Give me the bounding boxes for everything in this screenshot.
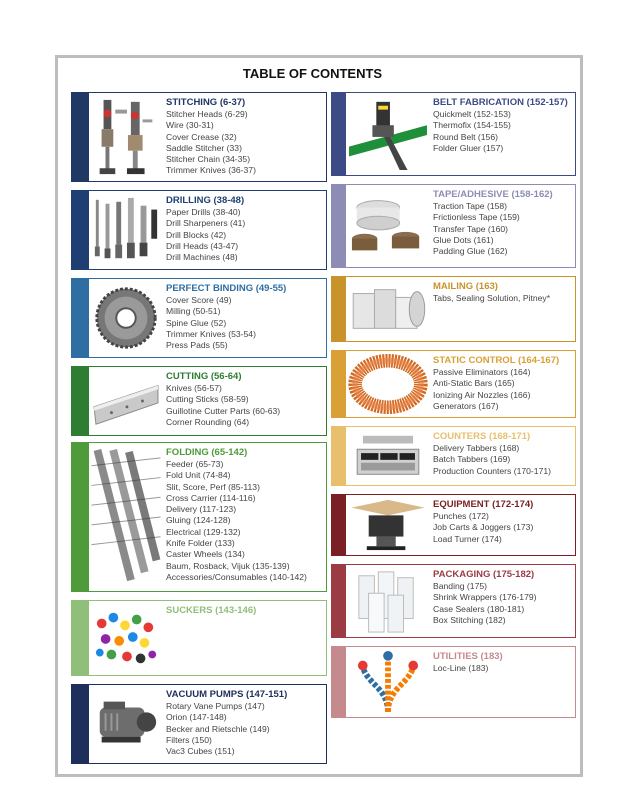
list-item: Feeder (65-73) [166,459,224,469]
list-item: Paper Drills (38-40) [166,207,241,217]
list-item: Drill Heads (43-47) [166,240,239,251]
list-item: Cover Score (49) [166,295,232,305]
section-equipment[interactable] [331,494,576,556]
list-item: Delivery (117-123) [166,504,237,515]
list-item: Knife Folder (133) [166,538,235,549]
list-item: Electrical (129-132) [166,526,241,537]
section-accent-bar [72,367,89,435]
list-item: Orion (147-148) [166,712,227,723]
list-item: Stitcher Heads (6-29) [166,109,248,119]
section-folding[interactable] [71,442,327,592]
list-item: Loc-Line (183) [433,663,489,673]
tape-rolls-image [348,188,428,264]
section-accent-bar [72,279,89,357]
list-item: Trimmer Knives (36-37) [166,165,256,176]
list-item: Thermofix (154-155) [433,120,511,131]
list-item: Shrink Wrappers (176-179) [433,592,537,603]
section-accent-bar [72,443,89,591]
list-item: Delivery Tabbers (168) [433,443,520,453]
section-accent-bar [332,277,346,341]
folding-rollers-image [91,446,161,588]
section-stitching[interactable] [71,92,327,182]
list-item: Padding Glue (162) [433,246,508,257]
section-heading: STATIC CONTROL (164-167) [433,355,560,366]
list-item: Round Belt (156) [433,131,498,142]
list-item: Production Counters (170-171) [433,465,551,476]
cutter-knife-image [91,370,161,432]
list-item: Slit, Score, Perf (85-113) [166,481,260,492]
section-heading: PACKAGING (175-182) [433,569,535,580]
section-heading: SUCKERS (143-146) [166,605,257,616]
list-item: Case Sealers (180-181) [433,603,525,614]
section-accent-bar [332,647,346,717]
list-item: Vac3 Cubes (151) [166,746,235,757]
list-item: Passive Eliminators (164) [433,367,531,377]
milling-cutter-image [91,282,161,354]
section-drilling[interactable] [71,190,327,270]
list-item: Cover Crease (32) [166,131,237,142]
section-counters[interactable] [331,426,576,486]
section-heading: VACUUM PUMPS (147-151) [166,689,288,700]
list-item: Box Stitching (182) [433,614,506,625]
section-accent-bar [72,93,89,181]
list-item: Frictionless Tape (159) [433,212,520,223]
list-item: Caster Wheels (134) [166,549,245,560]
list-item: Cross Carrier (114-116) [166,492,256,503]
section-accent-bar [72,191,89,269]
list-item: Knives (56-57) [166,383,222,393]
list-item: Quickmelt (152-153) [433,109,511,119]
section-heading: DRILLING (38-48) [166,195,245,206]
belt-tool-image [348,96,428,172]
loc-line-hose-image [348,650,428,714]
section-packaging[interactable] [331,564,576,638]
section-heading: EQUIPMENT (172-174) [433,499,534,510]
section-accent-bar [332,185,346,267]
list-item: Traction Tape (158) [433,201,508,211]
list-item: Press Pads (55) [166,340,228,351]
list-item: Accessories/Consumables (140-142) [166,571,307,582]
list-item: Rotary Vane Pumps (147) [166,701,265,711]
section-accent-bar [72,601,89,675]
suckers-image [91,604,161,672]
list-item: Ionizing Air Nozzles (166) [433,389,531,400]
list-item: Drill Sharpeners (41) [166,218,246,229]
section-mailing[interactable] [331,276,576,342]
counting-scale-image [348,430,428,482]
section-static-control[interactable] [331,350,576,418]
section-vacuum-pumps[interactable] [71,684,327,764]
section-heading: COUNTERS (168-171) [433,431,531,442]
list-item: Banding (175) [433,581,487,591]
list-item: Corner Rounding (64) [166,416,250,427]
section-heading: CUTTING (56-64) [166,371,242,382]
list-item: Fold Unit (74-84) [166,470,231,481]
list-item: Drill Machines (48) [166,252,238,263]
section-suckers[interactable] [71,600,327,676]
section-heading: FOLDING (65-142) [166,447,248,458]
section-heading: TAPE/ADHESIVE (158-162) [433,189,553,200]
list-item: Guillotine Cutter Parts (60-63) [166,405,281,416]
section-perfect-binding[interactable] [71,278,327,358]
paper-drills-image [91,194,161,266]
section-accent-bar [332,93,346,175]
static-coil-image [348,354,428,414]
list-item: Tabs, Sealing Solution, Pitney* [433,293,551,303]
job-jogger-image [348,498,428,552]
toc-title: TABLE OF CONTENTS [242,66,383,81]
section-heading: PERFECT BINDING (49-55) [166,283,287,294]
mailing-tabs-image [348,280,428,338]
section-belt-fabrication[interactable] [331,92,576,176]
list-item: Saddle Stitcher (33) [166,142,242,153]
section-accent-bar [332,495,346,555]
list-item: Batch Tabbers (169) [433,454,511,465]
section-accent-bar [332,565,346,637]
list-item: Spine Glue (52) [166,317,227,328]
list-item: Drill Blocks (42) [166,229,227,240]
section-accent-bar [72,685,89,763]
section-heading: STITCHING (6-37) [166,97,246,108]
section-accent-bar [332,427,346,485]
list-item: Load Turner (174) [433,533,502,544]
list-item: Wire (30-31) [166,120,214,131]
stitcher-head-image [91,96,161,178]
list-item: Filters (150) [166,734,212,745]
section-cutting[interactable] [71,366,327,436]
list-item: Becker and Rietschle (149) [166,723,270,734]
list-item: Cutting Sticks (58-59) [166,394,249,405]
vacuum-pump-image [91,688,161,760]
list-item: Job Carts & Joggers (173) [433,522,534,533]
list-item: Baum, Rosback, Vijuk (135-139) [166,560,290,571]
shrink-wrap-rolls-image [348,568,428,634]
list-item: Milling (50-51) [166,306,221,317]
list-item: Folder Gluer (157) [433,142,504,153]
section-heading: BELT FABRICATION (152-157) [433,97,568,108]
section-tape-adhesive[interactable] [331,184,576,268]
list-item: Stitcher Chain (34-35) [166,154,251,165]
list-item: Generators (167) [433,400,499,411]
list-item: Glue Dots (161) [433,234,494,245]
section-accent-bar [332,351,346,417]
section-heading: MAILING (163) [433,281,498,292]
section-utilities[interactable] [331,646,576,718]
list-item: Punches (172) [433,511,489,521]
list-item: Gluing (124-128) [166,515,231,526]
list-item: Trimmer Knives (53-54) [166,328,256,339]
section-heading: UTILITIES (183) [433,651,503,662]
list-item: Anti-Static Bars (165) [433,378,515,389]
list-item: Transfer Tape (160) [433,223,508,234]
